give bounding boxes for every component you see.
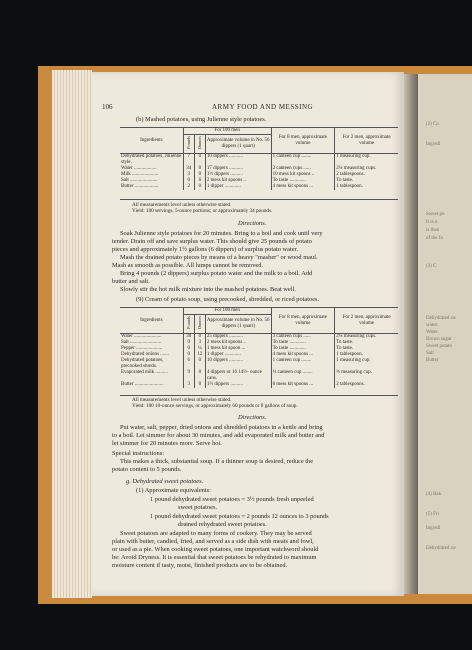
table-cell: 1 canteen cup ........ — [271, 358, 335, 370]
col-header: For 8 men, approximate volume — [271, 308, 335, 334]
table-cell: 3 — [194, 340, 205, 346]
table-cell: 0 — [194, 370, 205, 382]
directions-line: butter and salt. — [112, 278, 150, 285]
equivalent-line: 1 pound dehydrated sweet potatoes = 3½ pounds fresh unpeeled — [150, 496, 314, 503]
directions-line: Bring 4 pounds (2 dippers) surplus potato water and the milk to a boil. Add — [120, 270, 313, 277]
table-cell: Water ...................... — [121, 334, 162, 340]
col-header: For 8 men, approximate volume — [271, 128, 335, 154]
facing-text: ft is o — [426, 220, 438, 225]
col-header: Ounces — [196, 136, 202, 150]
paragraph-line: plain with butter, candied, fried, and served as a side dish with meats and fowl, — [112, 538, 314, 545]
directions-line: Soak Julienne style potatoes for 20 minutes. Bring to a boil and cook until very — [120, 230, 323, 237]
table-cell: To taste. — [335, 340, 398, 346]
table-cell: ⅓ canteen cup ........ — [271, 370, 335, 382]
paragraph-line: or used as a pie. When cooking sweet potatoes, one important watchword should — [112, 546, 319, 553]
table-cell: 34 — [183, 166, 194, 172]
table-cell: 2¼ measuring cups. — [335, 166, 398, 172]
table-cell: 2 canteen cups ...... — [271, 166, 335, 172]
table-cell: ⅓ measuring cup. — [335, 370, 398, 382]
table-row — [120, 154, 398, 167]
table-cell: 25 dippers ........... — [205, 334, 271, 341]
table-cell: 4 mess kit spoons ... — [271, 184, 335, 190]
table-cell: 0 — [194, 154, 205, 167]
table-cell: 7 — [183, 154, 194, 167]
facing-text: Ingredi — [426, 526, 441, 531]
equivalent-line: drained rehydrated sweet potatoes. — [178, 521, 267, 528]
facing-text: (5) Fri — [426, 512, 439, 517]
directions-line: pieces and approximately 1½ gallons (6 dippers) of surplus potato water. — [112, 246, 298, 253]
col-header: Ounces — [196, 316, 202, 330]
table-cell: To taste ............. — [271, 178, 335, 184]
section-heading: g. Dehydrated sweet potatoes. — [126, 478, 204, 485]
col-header: For 2 men, approximate volume — [335, 308, 398, 334]
table-cell: 2 mess kit spoons .. — [205, 340, 271, 346]
section-caption: (b) Mashed potatoes, using Julienne style potatoes. — [136, 116, 267, 123]
table-cell: 0 — [194, 166, 205, 172]
facing-text: Brown sugar — [426, 337, 452, 342]
table-cell: 1 measuring cup. — [335, 358, 398, 370]
col-header: Pounds — [185, 316, 191, 330]
table-row — [120, 382, 398, 388]
recipe-table — [120, 308, 398, 388]
book-gutter — [404, 74, 418, 594]
table-cell: ¼ — [194, 346, 205, 352]
directions-heading: Directions. — [238, 414, 267, 421]
table-row — [120, 370, 398, 382]
equivalents-heading: (1) Approximate equivalents: — [136, 487, 211, 494]
table-cell: 10 dippers ........... — [205, 154, 271, 167]
table-note: All measurements level unless otherwise stated. — [132, 397, 232, 403]
table-cell: 3 — [183, 382, 194, 388]
facing-page — [418, 74, 472, 594]
table-cell: Dehydrated potatoes, precooked shreds. — [121, 358, 164, 370]
col-header: Ingredients — [120, 128, 183, 154]
table-note: Yield: 100 10-ounce servings, or approximately 60 pounds or 8 gallons of soup. — [132, 403, 298, 409]
special-heading: Special instructions: — [112, 450, 165, 457]
table-cell: 0 — [194, 382, 205, 388]
facing-text: Water — [426, 330, 438, 335]
table-cell: Pepper ..................... — [121, 346, 163, 352]
page-number: 106 — [102, 103, 113, 111]
table-cell: 2 tablespoons. — [335, 382, 398, 388]
facing-text: (3) C — [426, 264, 437, 269]
table-cell: 10 mess kit spoons .. — [271, 172, 335, 178]
table-cell: 1 canteen cup ........ — [271, 154, 335, 167]
facing-text: Butter — [426, 358, 439, 363]
table-cell: 0 — [183, 346, 194, 352]
directions-line: to a boil. Let simmer for about 30 minutes, and add evaporated milk and butter and — [112, 432, 325, 439]
equivalent-line: sweet potatoes. — [178, 504, 218, 511]
table-cell: 6 — [183, 358, 194, 370]
table-cell: 9 — [183, 370, 194, 382]
facing-text: (2) Co — [426, 122, 439, 127]
facing-text: Ingredi — [426, 142, 441, 147]
table-cell: 2 — [183, 184, 194, 190]
directions-line: Mash as smooth as possible. All lumps cannot be removed. — [112, 262, 264, 269]
facing-text: Sweet po — [426, 212, 445, 217]
table-cell: 2 tablespoons. — [335, 172, 398, 178]
facing-text: water. — [426, 323, 439, 328]
paragraph-line: Sweet potatoes are adapted to many forms of cookery. They may be served — [120, 530, 312, 537]
col-header: For 2 men, approximate volume — [335, 128, 398, 154]
table-cell: 0 — [194, 184, 205, 190]
table-note: Yield: 100 servings, 5-ounce portions; or approximately 34 pounds. — [132, 208, 273, 214]
facing-text: (4) Bak — [426, 492, 442, 497]
table-cell: 0 — [183, 340, 194, 346]
table-cell: 2 mess kit spoons .. — [205, 178, 271, 184]
table-cell: 17 dippers ........... — [205, 166, 271, 172]
table-cell: 2¼ measuring cups. — [335, 334, 398, 341]
table-note: All measurements level unless otherwise stated. — [132, 202, 232, 208]
table-row — [120, 358, 398, 370]
table-cell: To taste. — [335, 178, 398, 184]
directions-line: let simmer for 20 minutes more. Serve hot. — [112, 440, 222, 447]
directions-heading: Directions. — [238, 220, 267, 227]
directions-line: Mash the drained potato pieces by means of a heavy "masher" or wood maul. — [120, 254, 318, 261]
table-cell: 0 — [194, 334, 205, 341]
col-group-header: For 100 men — [183, 308, 271, 315]
table-cell: To taste ............. — [271, 340, 335, 346]
directions-line: tender. Drain off and save surplus water. This should give 25 pounds of potato — [112, 238, 312, 245]
col-header: Pounds — [185, 136, 191, 150]
table-cell: 4 mess kit spoons ... — [271, 352, 335, 358]
facing-text: of the fo — [426, 236, 443, 241]
table-cell: 1 dipper ............. — [205, 184, 271, 190]
col-header: Approximate volume in No. 56 dippers (1 quart) — [205, 315, 271, 334]
table-cell: Butter ................... — [121, 184, 159, 190]
facing-text: Sweet potato — [426, 344, 452, 349]
facing-text: Salt — [426, 351, 434, 356]
table-cell: 30 — [183, 334, 194, 341]
directions-line: Put water, salt, pepper, dried onions and shredded potatoes in a kettle and bring — [120, 424, 323, 431]
directions-line: Slowly stir the hot milk mixture into the mashed potatoes. Beat well. — [120, 286, 296, 293]
table-cell: 1 tablespoon. — [335, 352, 398, 358]
recipe-table — [120, 128, 398, 190]
table-cell: 1 mess kit spoon ... — [205, 346, 271, 352]
running-title: ARMY FOOD AND MESSING — [212, 103, 314, 111]
table-cell: Water .................. — [121, 166, 157, 172]
table-cell: 3 — [183, 172, 194, 178]
table-cell: 0 — [183, 178, 194, 184]
table-cell: Salt ......................... — [121, 340, 162, 346]
paragraph-line: moisture content if tasty, moist, finished products are to be obtained. — [112, 562, 288, 569]
table-cell: Salt ...................... — [121, 178, 158, 184]
table-row — [120, 184, 398, 190]
table-cell: 3 canteen cups ...... — [271, 334, 335, 341]
table-cell: Dehydrated potatoes, Julienne style. — [121, 154, 182, 166]
table-cell: Milk ..................... — [121, 172, 159, 178]
page-stack-edge — [52, 70, 92, 598]
table-cell: 10 dippers ........... — [205, 358, 271, 370]
facing-text: is then — [426, 228, 440, 233]
equivalent-line: 1 pound dehydrated sweet potatoes = 2 pounds 12 ounces to 3 pounds — [150, 513, 329, 520]
col-header: Approximate volume in No. 56 dippers (1 quart) — [205, 135, 271, 154]
table-cell: To taste ............. — [271, 346, 335, 352]
col-header: Ingredients — [120, 308, 183, 334]
table-cell: 1 measuring cup. — [335, 154, 398, 167]
col-group-header: For 100 men — [183, 128, 271, 135]
special-line: This makes a thick, substantial soup. If a thinner soup is desired, reduce the — [120, 458, 314, 465]
table-cell: 6 mess kit spoons ... — [271, 382, 335, 388]
facing-text: Dehydrated sw — [426, 546, 457, 551]
table-cell: Evaporated milk .......... — [121, 370, 168, 376]
section-caption: (9) Cream of potato soup, using precooked, shredded, or riced potatoes. — [136, 296, 320, 303]
table-cell: 4 dippers or 16 14½- ounce cans. — [205, 370, 271, 382]
table-cell: Butter ....................... — [121, 382, 164, 388]
table-cell: 0 — [183, 352, 194, 358]
table-cell: 12 — [194, 352, 205, 358]
table-cell: Dehydrated onions ....... — [121, 352, 169, 358]
table-cell: 1½ dippers .......... — [205, 382, 271, 388]
table-cell: 6 — [194, 178, 205, 184]
paragraph-line: be: Avoid Dryness. It is essential that sweet potatoes be rehydrated to maximum — [112, 554, 317, 561]
table-cell: 0 — [194, 172, 205, 178]
table-cell: 0 — [194, 358, 205, 370]
table-cell: 1½ dippers .......... — [205, 172, 271, 178]
book-page — [92, 72, 404, 596]
facing-text: Dehydrated sw — [426, 316, 457, 321]
special-line: potato content to 5 pounds. — [112, 466, 182, 473]
table-cell: 1 dipper ............. — [205, 352, 271, 358]
table-cell: To taste. — [335, 346, 398, 352]
table-cell: 1 tablespoon. — [335, 184, 398, 190]
